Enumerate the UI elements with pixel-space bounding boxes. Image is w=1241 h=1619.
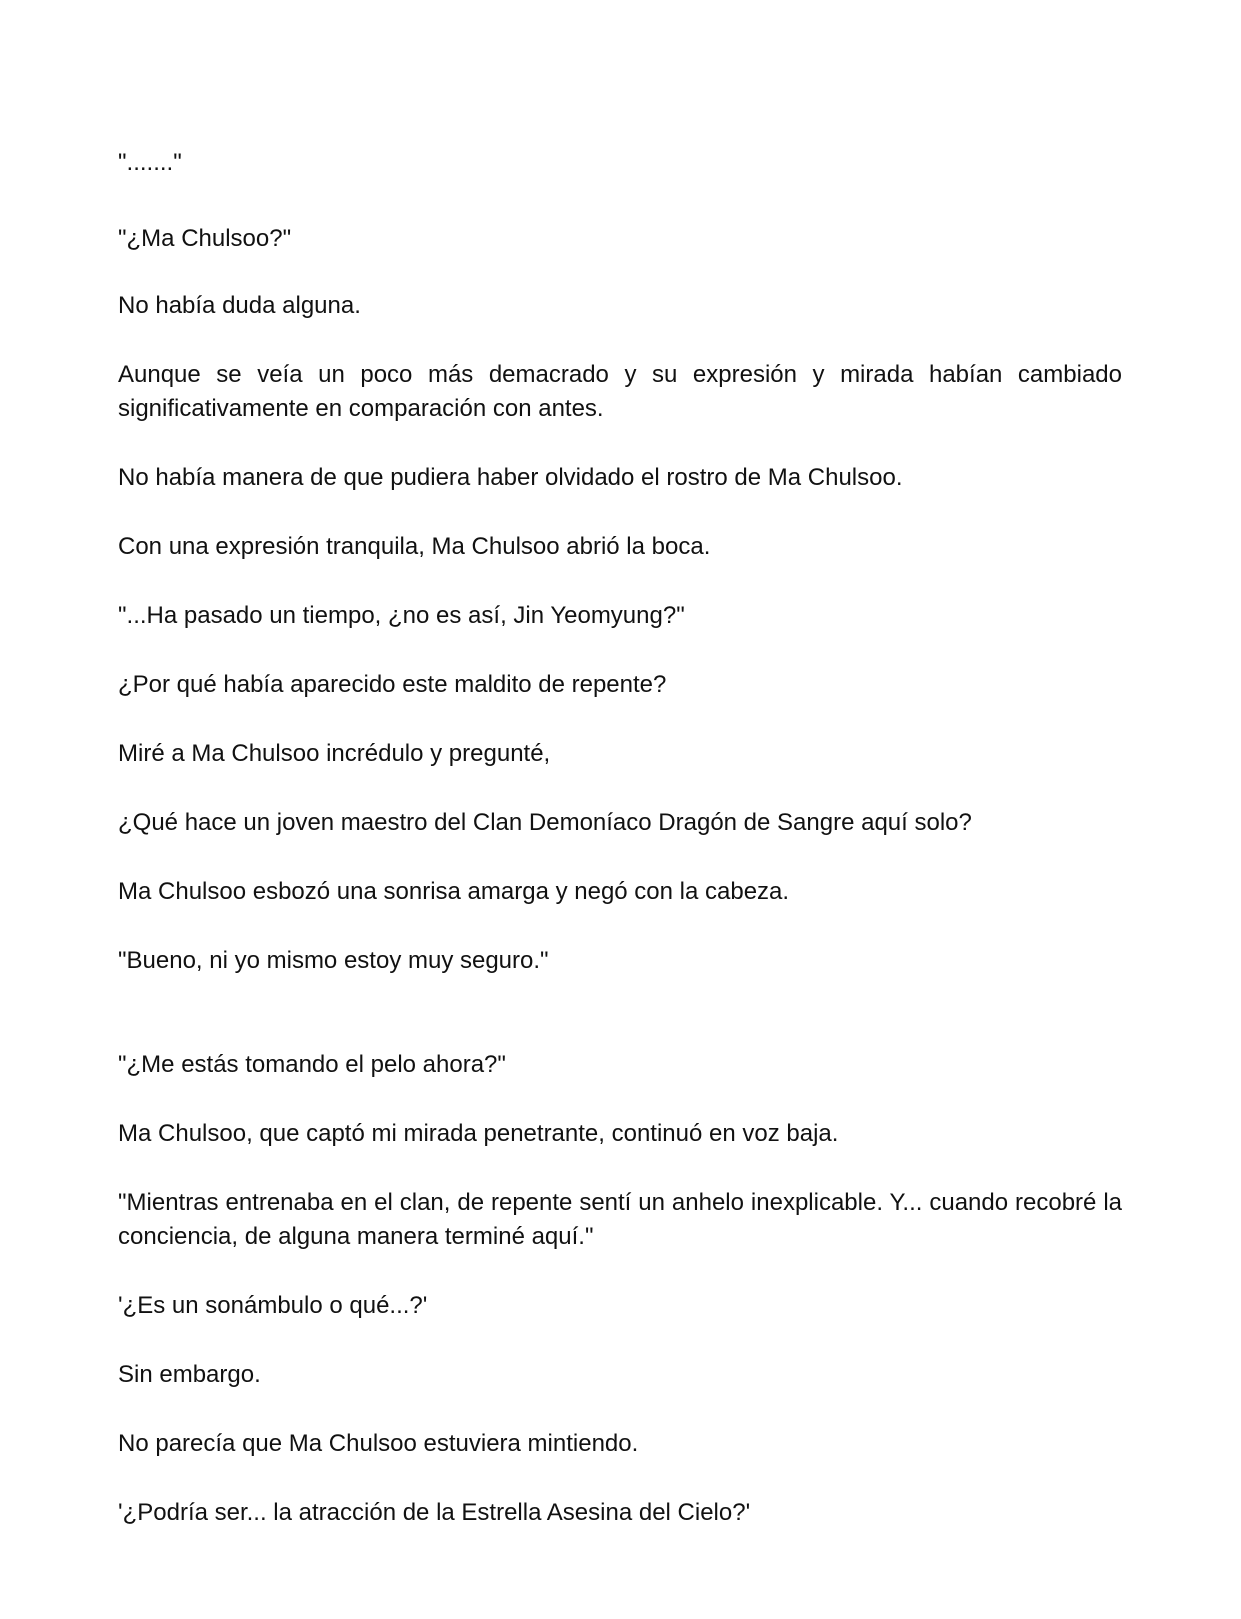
paragraph-4: Aunque se veía un poco más demacrado y su expresión y mirada habían cambiado significativamente en comparación con antes. <box>118 361 1122 422</box>
paragraph-11: Ma Chulsoo esbozó una sonrisa amarga y negó con la cabeza. <box>118 878 790 905</box>
paragraph-8: ¿Por qué había aparecido este maldito de repente? <box>118 671 667 698</box>
paragraph-15: "Mientras entrenaba en el clan, de repente sentí un anhelo inexplicable. Y... cuando recobré la conciencia, de alguna manera terminé aquí." <box>118 1189 1122 1250</box>
paragraph-14: Ma Chulsoo, que captó mi mirada penetrante, continuó en voz baja. <box>118 1120 839 1147</box>
paragraph-5: No había manera de que pudiera haber olvidado el rostro de Ma Chulsoo. <box>118 464 903 491</box>
paragraph-3: No había duda alguna. <box>118 292 361 319</box>
paragraph-7: "...Ha pasado un tiempo, ¿no es así, Jin Yeomyung?" <box>118 602 685 629</box>
paragraph-18: No parecía que Ma Chulsoo estuviera mintiendo. <box>118 1430 639 1457</box>
paragraph-13: "¿Me estás tomando el pelo ahora?" <box>118 1051 506 1078</box>
paragraph-12: "Bueno, ni yo mismo estoy muy seguro." <box>118 947 549 974</box>
paragraph-10: ¿Qué hace un joven maestro del Clan Demoníaco Dragón de Sangre aquí solo? <box>118 809 972 836</box>
paragraph-17: Sin embargo. <box>118 1361 261 1388</box>
paragraph-16: '¿Es un sonámbulo o qué...?' <box>118 1292 428 1319</box>
paragraph-6: Con una expresión tranquila, Ma Chulsoo abrió la boca. <box>118 533 711 560</box>
paragraph-1: "......." <box>118 149 182 176</box>
paragraph-19: '¿Podría ser... la atracción de la Estrella Asesina del Cielo?' <box>118 1499 751 1526</box>
paragraph-2: "¿Ma Chulsoo?" <box>118 225 292 252</box>
paragraph-9: Miré a Ma Chulsoo incrédulo y pregunté, <box>118 740 551 767</box>
